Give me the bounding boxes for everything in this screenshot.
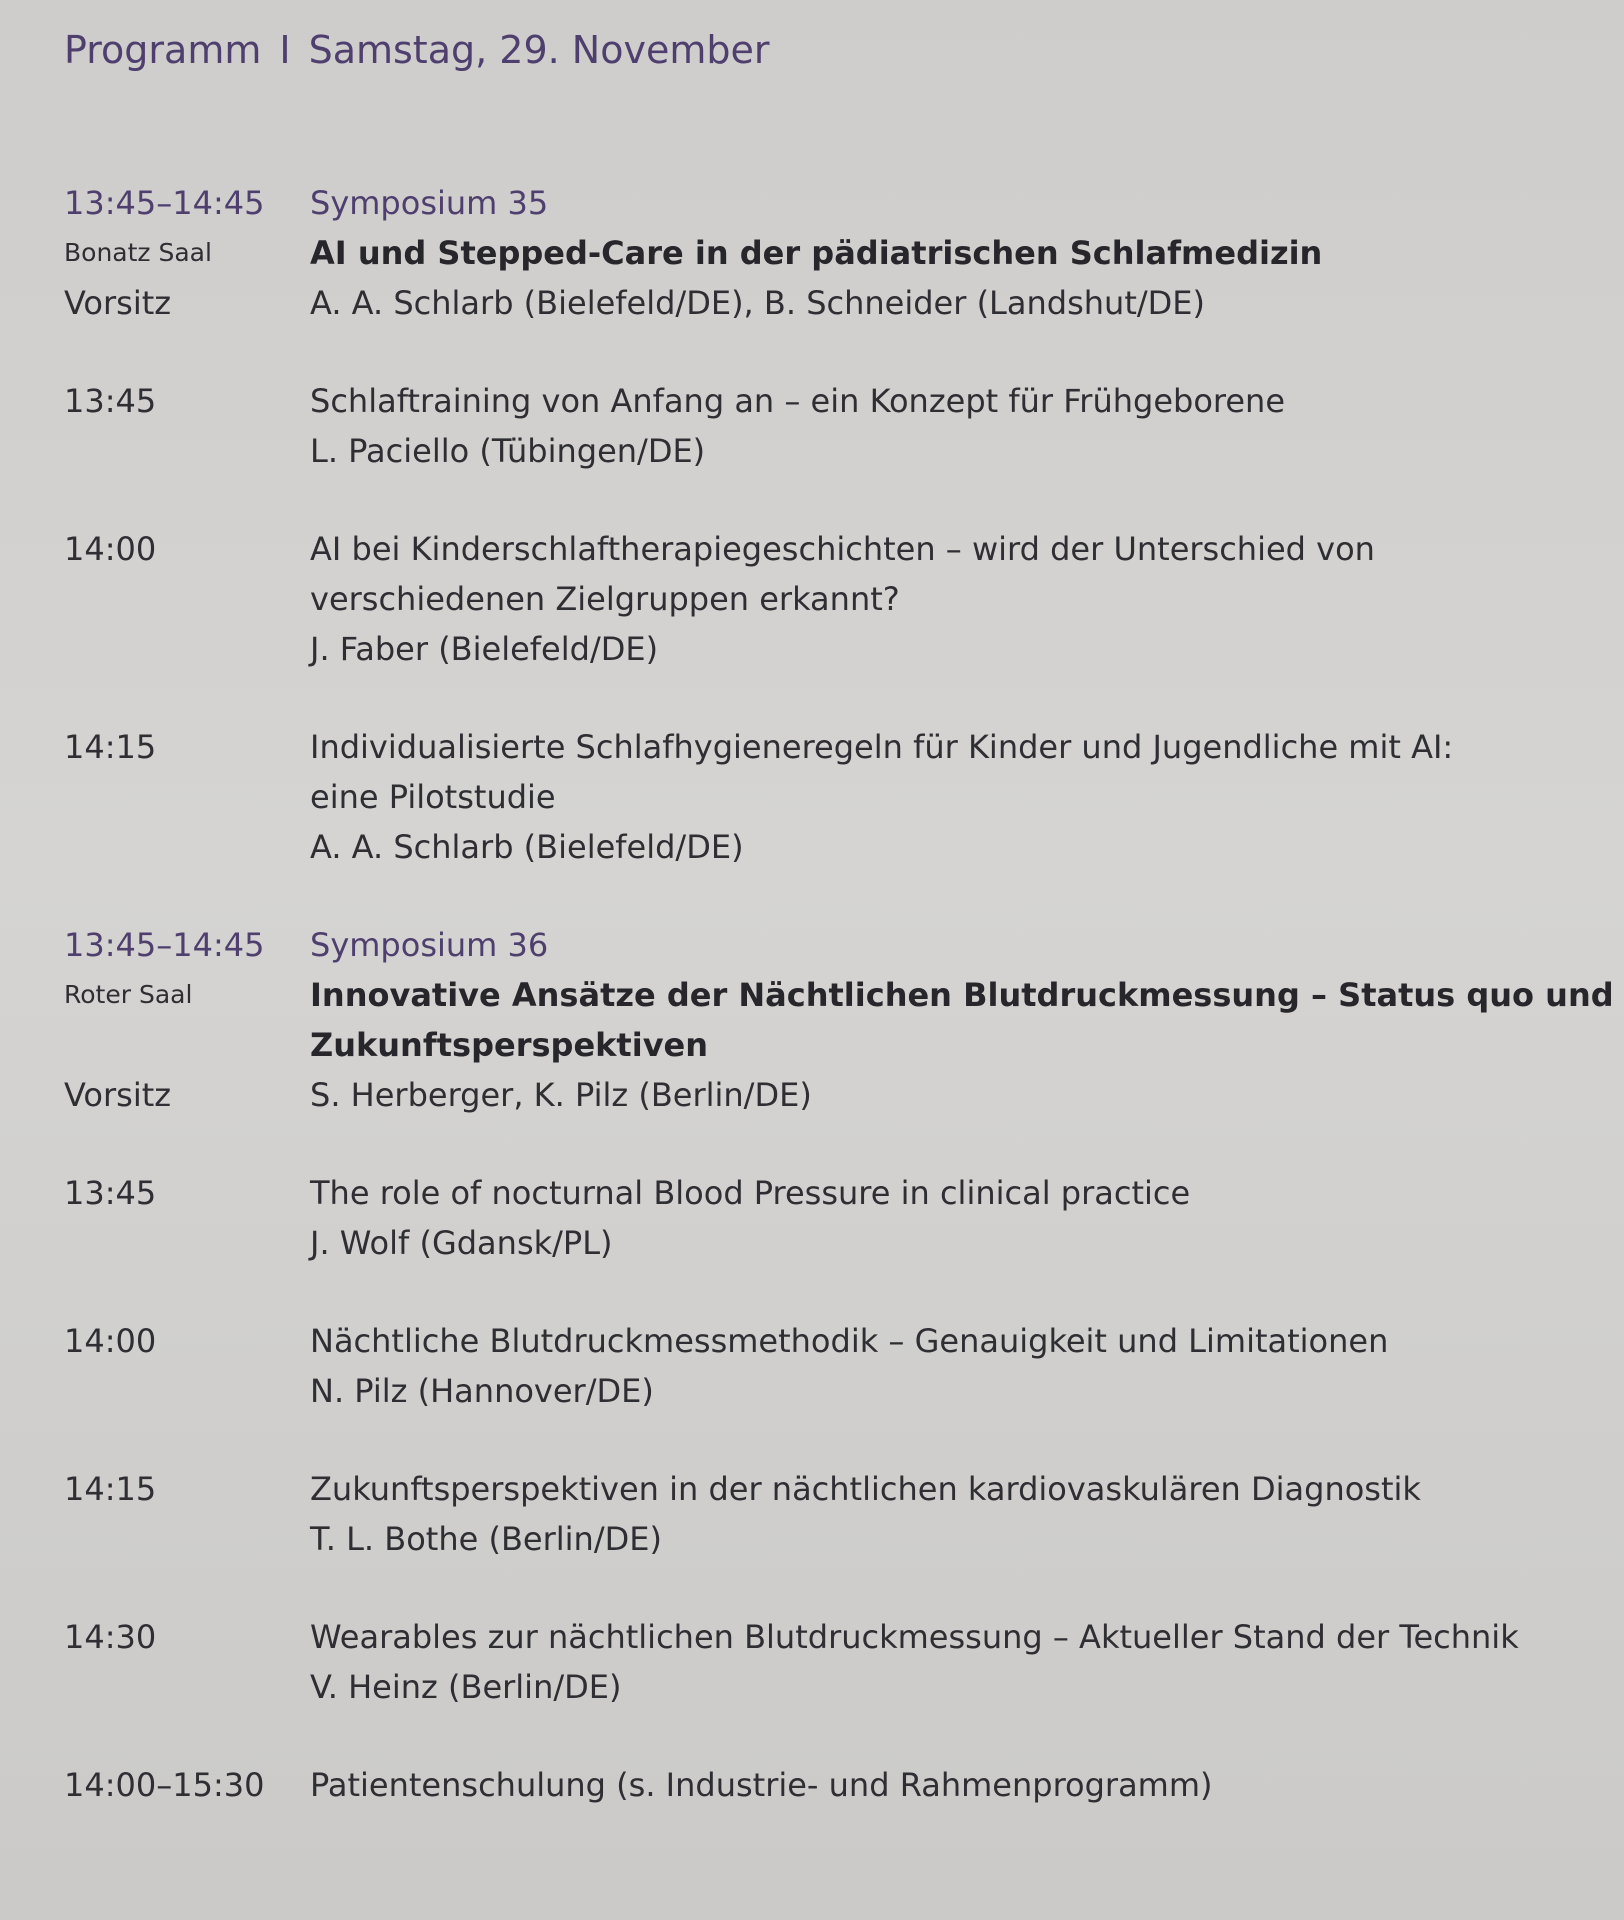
talk-row: [64, 524, 1564, 674]
symposium-header-row: [64, 920, 1614, 1070]
talk-time: 14:30: [64, 1618, 157, 1656]
talk-title: Individualisierte Schlafhygieneregeln für Kinder und Jugendliche mit AI:: [310, 728, 1454, 766]
symposium-title: AI und Stepped-Care in der pädiatrischen Schlafmedizin: [310, 234, 1323, 272]
talk-speaker: J. Wolf (Gdansk/PL): [310, 1224, 613, 1262]
talk-time: 14:00: [64, 530, 157, 568]
talk-row: [64, 722, 1564, 872]
header-date: Samstag, 29. November: [308, 28, 770, 72]
chair-names: A. A. Schlarb (Bielefeld/DE), B. Schneider (Landshut/DE): [310, 284, 1205, 322]
talk-time: 13:45: [64, 382, 157, 420]
talk-time: 13:45: [64, 1174, 157, 1212]
talk-row: [64, 1612, 1564, 1712]
header-section: Programm: [64, 28, 262, 72]
symposium-block: [64, 178, 1564, 872]
patient-training-row: [64, 1760, 1564, 1810]
chair-label: Vorsitz: [64, 284, 172, 322]
header-separator: I: [279, 28, 291, 72]
talk-row: [64, 1464, 1564, 1564]
talk-title: The role of nocturnal Blood Pressure in clinical practice: [310, 1174, 1191, 1212]
chair-label: Vorsitz: [64, 1076, 172, 1114]
talk-speaker: J. Faber (Bielefeld/DE): [310, 630, 659, 668]
talk-row: [64, 1168, 1564, 1268]
symposium-header-row: [64, 178, 1564, 278]
final-time: 14:00–15:30: [64, 1766, 265, 1804]
talk-title: Schlaftraining von Anfang an – ein Konzept für Frühgeborene: [310, 382, 1286, 420]
talk-speaker: V. Heinz (Berlin/DE): [310, 1668, 622, 1706]
talk-time: 14:15: [64, 728, 157, 766]
talk-time: 14:15: [64, 1470, 157, 1508]
symposium-room: Bonatz Saal: [64, 238, 212, 267]
symposium-title: Innovative Ansätze der Nächtlichen Blutdruckmessung – Status quo und: [310, 976, 1614, 1014]
talk-title: AI bei Kinderschlaftherapiegeschichten – wird der Unterschied von: [310, 530, 1375, 568]
talk-title: Nächtliche Blutdruckmessmethodik – Genauigkeit und Limitationen: [310, 1322, 1389, 1360]
talk-row: [64, 376, 1564, 476]
talk-time: 14:00: [64, 1322, 157, 1360]
talk-title: Zukunftsperspektiven in der nächtlichen kardiovaskulären Diagnostik: [310, 1470, 1421, 1508]
symposium-label: Symposium 36: [310, 926, 549, 964]
symposium-label: Symposium 35: [310, 184, 549, 222]
talk-title: Wearables zur nächtlichen Blutdruckmessung – Aktueller Stand der Technik: [310, 1618, 1519, 1656]
chair-row: [64, 1070, 1564, 1120]
symposium-time: 13:45–14:45: [64, 184, 265, 222]
symposium-title-continued: Zukunftsperspektiven: [310, 1026, 709, 1064]
final-text: Patientenschulung (s. Industrie- und Rahmenprogramm): [310, 1766, 1213, 1804]
program-list: [64, 178, 1614, 1810]
talk-row: [64, 1316, 1564, 1416]
chair-row: [64, 278, 1564, 328]
symposium-block: [64, 920, 1614, 1712]
talk-title-continued: eine Pilotstudie: [310, 778, 556, 816]
symposium-time: 13:45–14:45: [64, 926, 265, 964]
page-header: [64, 28, 769, 72]
symposium-room: Roter Saal: [64, 980, 193, 1009]
talk-title-continued: verschiedenen Zielgruppen erkannt?: [310, 580, 900, 618]
talk-speaker: T. L. Bothe (Berlin/DE): [310, 1520, 662, 1558]
talk-speaker: N. Pilz (Hannover/DE): [310, 1372, 654, 1410]
talk-speaker: L. Paciello (Tübingen/DE): [310, 432, 706, 470]
talk-speaker: A. A. Schlarb (Bielefeld/DE): [310, 828, 744, 866]
chair-names: S. Herberger, K. Pilz (Berlin/DE): [310, 1076, 812, 1114]
